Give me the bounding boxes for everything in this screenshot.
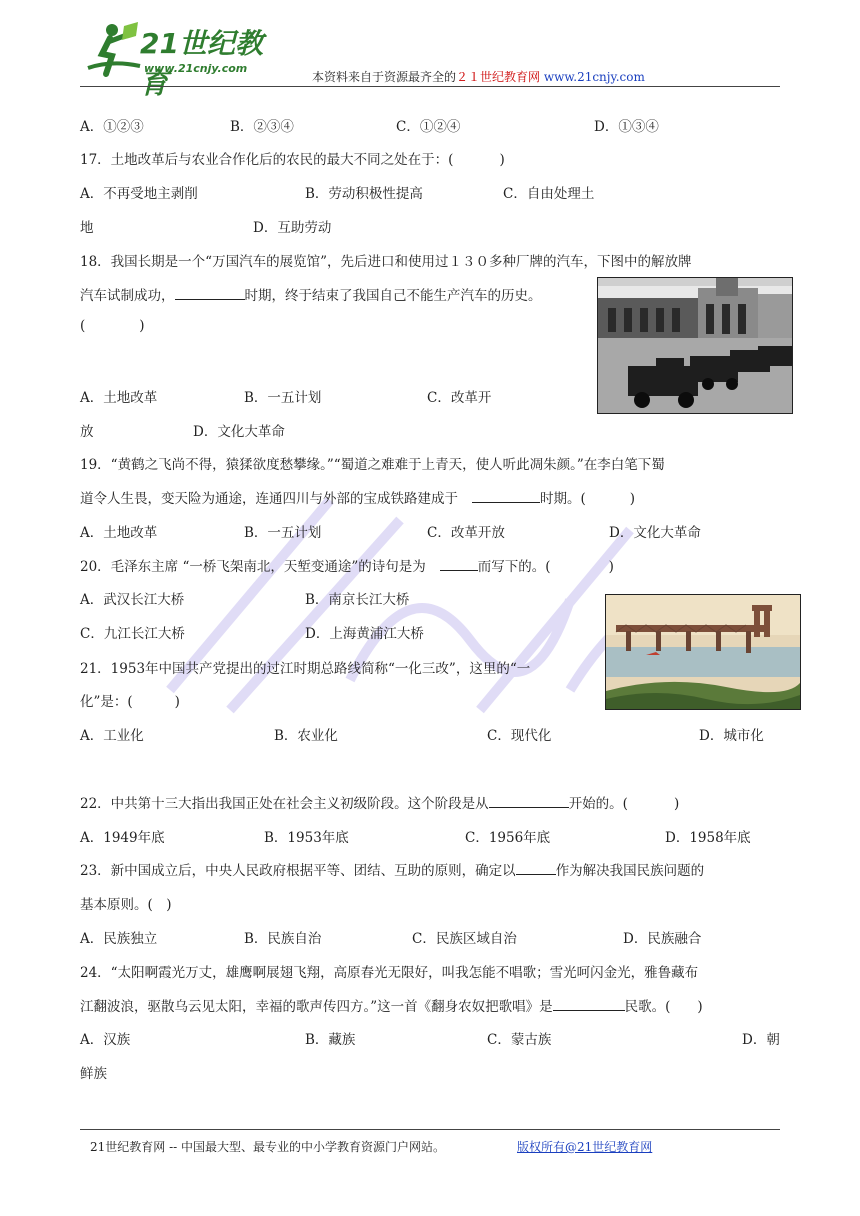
- q18-option-c: C．改革开: [427, 390, 492, 406]
- q24-option-a: A．汉族: [80, 1032, 131, 1048]
- q23-line1-a: 23．新中国成立后，中央人民政府根据平等、团结、互助的原则，确定以: [80, 863, 516, 879]
- q19-line2-c: ): [629, 491, 636, 507]
- yangtze-bridge-photo: [605, 594, 801, 710]
- q23-line1-b: 作为解决我国民族问题的: [555, 863, 705, 879]
- q18-option-b: B．一五计划: [244, 390, 322, 406]
- header-site-name: ２１世纪教育网: [456, 70, 541, 84]
- q20-option-b: B．南京长江大桥: [305, 592, 410, 608]
- q19-option-c: C．改革开放: [427, 525, 505, 541]
- q20-option-c: C．九江长江大桥: [80, 626, 185, 642]
- q22-option-c: C．1956年底: [465, 830, 551, 846]
- q17-option-d: D．互助劳动: [253, 220, 332, 236]
- q22-stem: [80, 792, 679, 812]
- q19-option-d: D．文化大革命: [609, 525, 701, 541]
- q19-line1: 19．“黄鹤之飞尚不得，猿猱欲度愁攀缘。”“蜀道之难难于上青天，使人听此凋朱颜。”在李白笔下蜀: [80, 457, 665, 473]
- site-logo: [82, 20, 282, 100]
- q24-line2: [80, 995, 703, 1015]
- q19-option-a: A．土地改革: [80, 525, 158, 541]
- q21-line2-a: 化”是：(: [80, 694, 133, 710]
- runner-icon: [82, 20, 142, 80]
- q19-answer-blank[interactable]: [472, 488, 540, 503]
- q20-stem-b: 而写下的。(: [477, 559, 551, 575]
- q18-paren: [80, 318, 145, 334]
- q22-stem-b: 开始的。(: [568, 796, 628, 812]
- q17-stem-end: ): [499, 152, 505, 168]
- q22-answer-blank[interactable]: [489, 793, 569, 808]
- footer-left-text: 21世纪教育网 -- 中国最大型、最专业的中小学教育资源门户网站。: [90, 1140, 446, 1154]
- q17-option-b: B．劳动积极性提高: [305, 186, 423, 202]
- q16-option-d: D．①③④: [594, 119, 659, 135]
- q23-line1: [80, 859, 704, 879]
- header-text-prefix: 本资料来自于资源最齐全的: [312, 70, 457, 84]
- q23-option-b: B．民族自治: [244, 931, 322, 947]
- q18-paren-close: ): [139, 318, 145, 334]
- q18-paren-open: (: [80, 318, 86, 334]
- q19-line2: [80, 487, 635, 507]
- q16-option-c: C．①②④: [396, 119, 461, 135]
- q21-option-a: A．工业化: [80, 728, 144, 744]
- q20-answer-blank[interactable]: [440, 556, 478, 571]
- logo-text: 21世纪教育: [140, 27, 263, 100]
- footer-divider: [80, 1129, 780, 1130]
- q23-option-d: D．民族融合: [623, 931, 702, 947]
- q18-option-d: D．文化大革命: [193, 424, 285, 440]
- q18-option-c-cont: 放: [80, 424, 94, 440]
- q17-option-c: C．自由处理土: [503, 186, 595, 202]
- header-divider: [80, 86, 780, 87]
- q18-line2: [80, 284, 542, 304]
- q24-line1: 24．“太阳啊霞光万丈，雄鹰啊展翅飞翔，高原春光无限好，叫我怎能不唱歌；雪光呵闪金光，雅鲁藏布: [80, 965, 699, 981]
- q17-option-a: A．不再受地主剥削: [80, 186, 198, 202]
- q16-option-a: A．①②③: [80, 119, 144, 135]
- jiefang-truck-photo: [597, 277, 793, 414]
- q22-option-b: B．1953年底: [264, 830, 349, 846]
- q21-line2-b: ): [174, 694, 180, 710]
- q18-line1: 18．我国长期是一个“万国汽车的展览馆”，先后进口和使用过１３０多种厂牌的汽车，下图中的解放牌: [80, 254, 692, 270]
- q21-line1: 21．1953年中国共产党提出的过江时期总路线简称“一化三改”，这里的“一: [80, 661, 531, 677]
- q19-line2-a: 道令人生畏，变天险为通途，连通四川与外部的宝成铁路建成于: [80, 491, 458, 507]
- q24-answer-blank[interactable]: [553, 996, 625, 1011]
- q24-line2-a: 江翻波浪，驱散乌云见太阳，幸福的歌声传四方。”这一首《翻身农奴把歌唱》是: [80, 999, 553, 1015]
- q24-option-d: D．朝: [742, 1032, 780, 1048]
- q21-option-b: B．农业化: [274, 728, 338, 744]
- q20-option-a: A．武汉长江大桥: [80, 592, 185, 608]
- header-source-line: [312, 68, 645, 85]
- q17-stem-text: 17．土地改革后与农业合作化后的农民的最大不同之处在于：(: [80, 152, 454, 168]
- q20-option-d: D．上海黄浦江大桥: [305, 626, 424, 642]
- header-site-url[interactable]: www.21cnjy.com: [543, 70, 645, 84]
- q18-option-a: A．土地改革: [80, 390, 158, 406]
- q20-stem: [80, 555, 614, 575]
- q21-option-c: C．现代化: [487, 728, 552, 744]
- footer-copyright-link[interactable]: 版权所有@21世纪教育网: [517, 1140, 653, 1154]
- q20-stem-c: ): [608, 559, 614, 575]
- q24-line2-b: 民歌。( ): [624, 999, 703, 1015]
- q19-option-b: B．一五计划: [244, 525, 322, 541]
- q23-option-a: A．民族独立: [80, 931, 158, 947]
- logo-url: www.21cnjy.com: [144, 62, 248, 75]
- q21-line2: [80, 690, 180, 710]
- q23-line2: 基本原则。( ): [80, 897, 172, 913]
- q24-option-d-cont: 鲜族: [80, 1066, 107, 1082]
- q21-option-d: D．城市化: [699, 728, 764, 744]
- q20-stem-a: 20．毛泽东主席 “一桥飞架南北，天堑变通途”的诗句是为: [80, 559, 426, 575]
- q22-stem-a: 22．中共第十三大指出我国正处在社会主义初级阶段。这个阶段是从: [80, 796, 489, 812]
- q23-answer-blank[interactable]: [516, 860, 556, 875]
- q18-answer-blank[interactable]: [175, 285, 245, 300]
- q22-option-a: A．1949年底: [80, 830, 165, 846]
- q17-option-c-cont: 地: [80, 220, 94, 236]
- q16-option-b: B．②③④: [230, 119, 294, 135]
- q18-line2-a: 汽车试制成功，: [80, 288, 175, 304]
- q18-line2-b: 时期，终于结束了我国自己不能生产汽车的历史。: [244, 288, 542, 304]
- q24-option-b: B．藏族: [305, 1032, 356, 1048]
- q24-option-c: C．蒙古族: [487, 1032, 552, 1048]
- q19-line2-b: 时期。(: [540, 491, 586, 507]
- q23-option-c: C．民族区域自治: [412, 931, 517, 947]
- q22-stem-c: ): [673, 796, 680, 812]
- q17-stem: [80, 148, 505, 168]
- q22-option-d: D．1958年底: [665, 830, 751, 846]
